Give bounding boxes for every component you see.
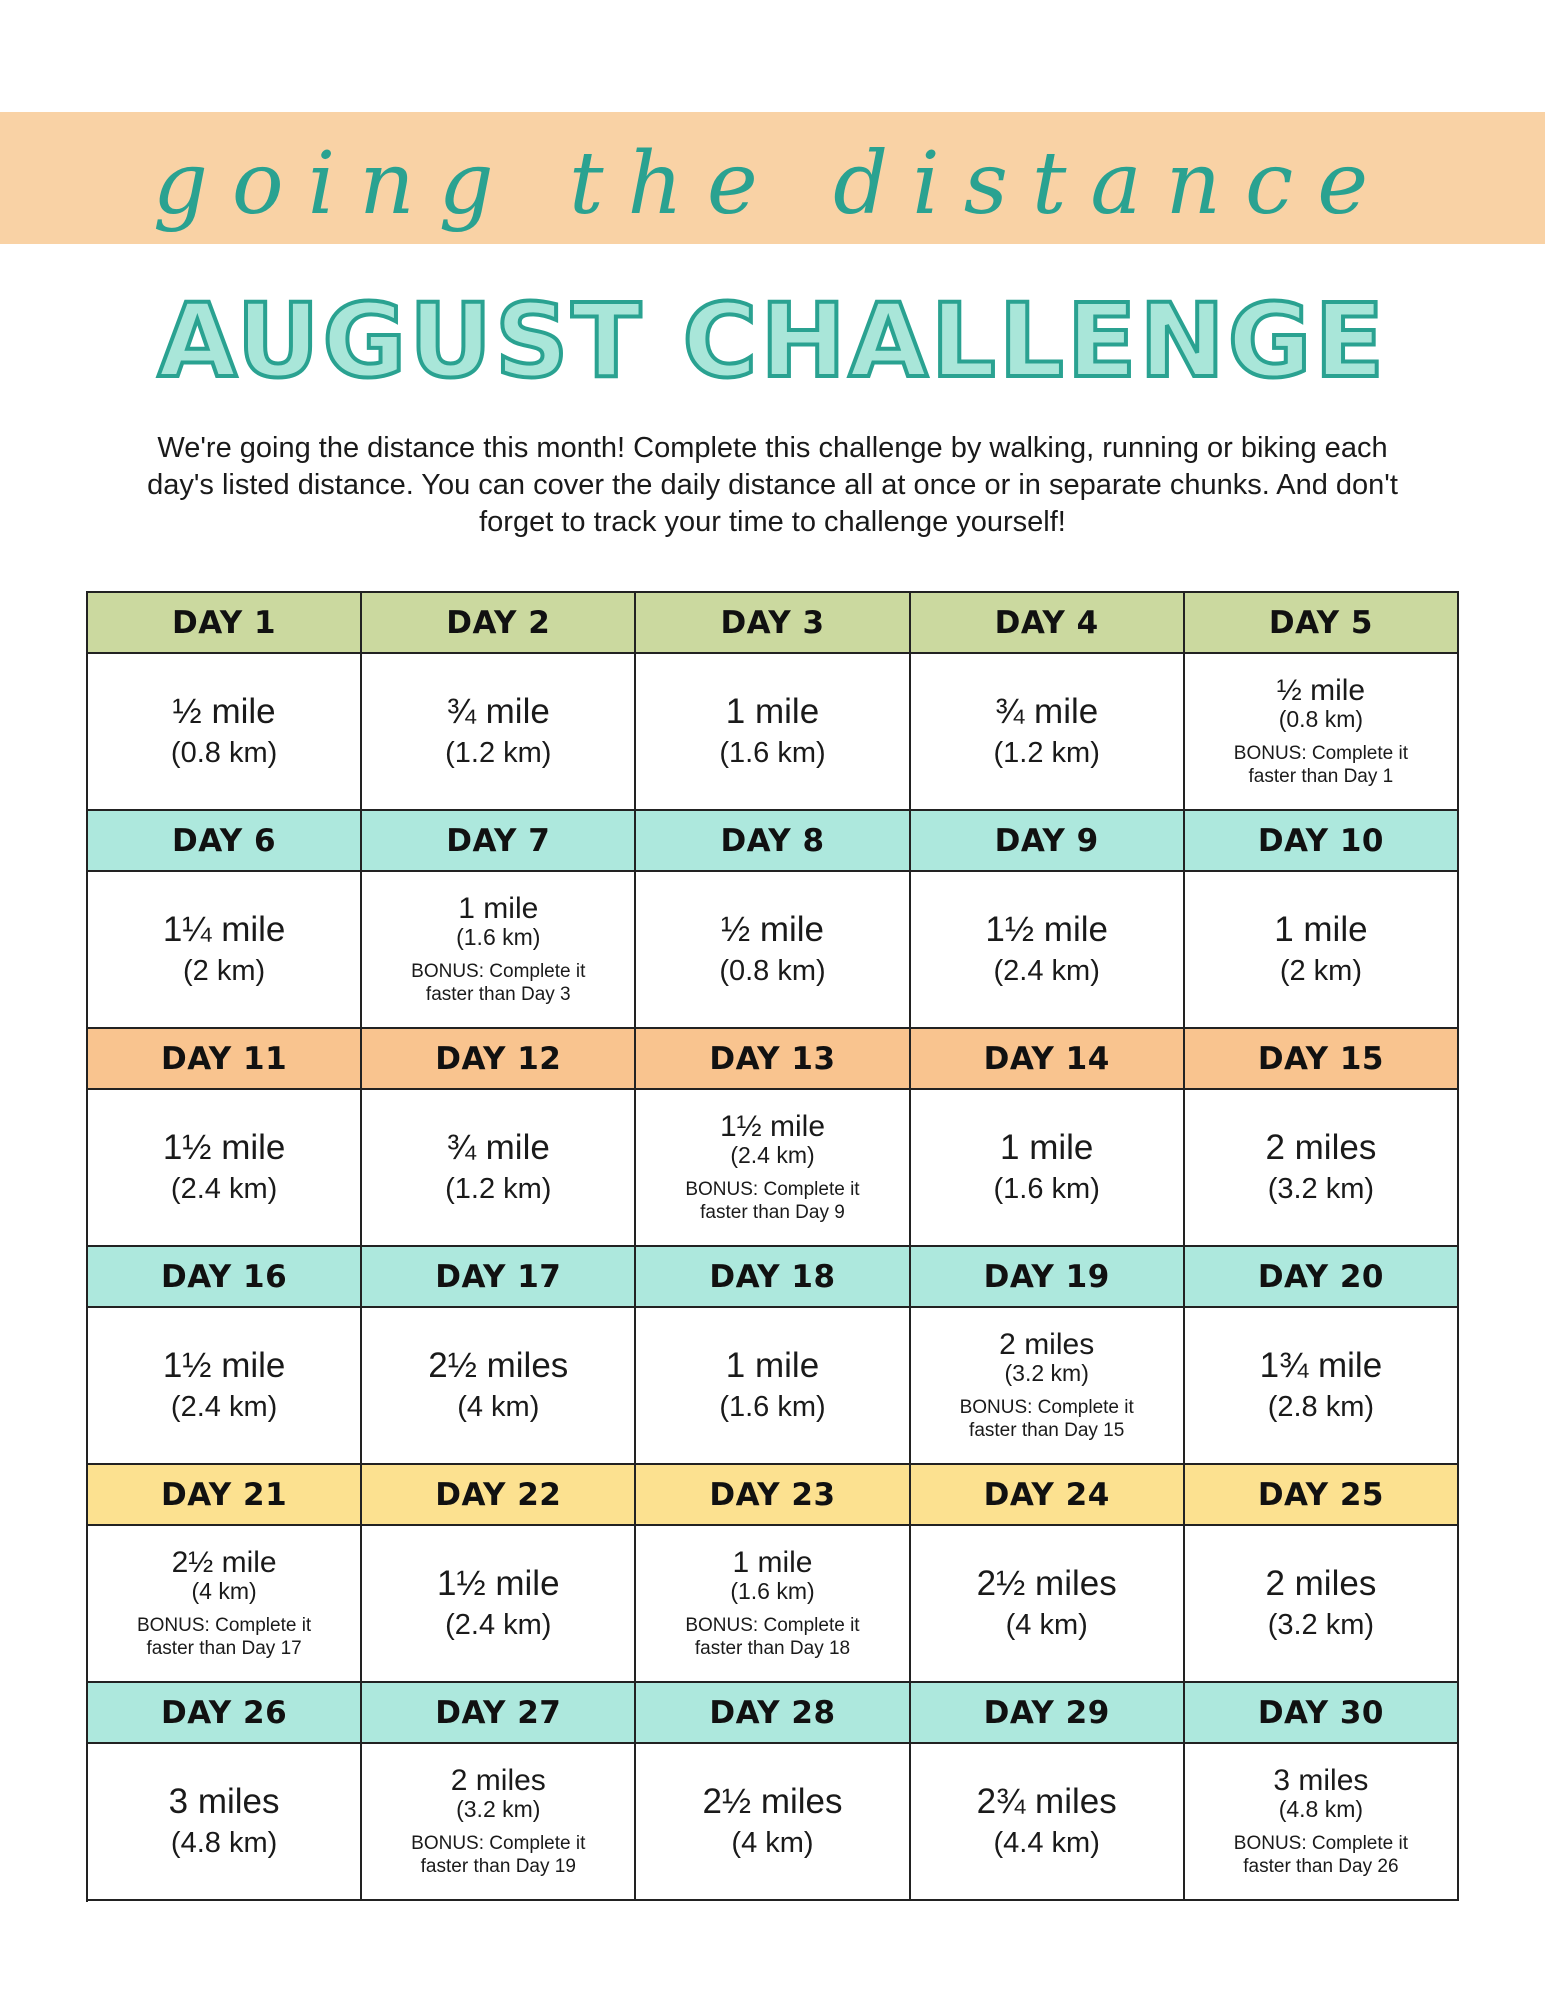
day-cell xyxy=(911,872,1185,1029)
day-bonus: BONUS: Complete it faster than Day 17 xyxy=(136,1614,312,1659)
day-cell xyxy=(911,1744,1185,1901)
day-distance: 1½ mile xyxy=(162,1127,286,1167)
day-cell xyxy=(1185,1308,1459,1465)
day-distance-km: (1.6 km) xyxy=(719,1390,826,1423)
day-distance: ¾ mile xyxy=(446,1127,550,1167)
day-distance: 1 mile xyxy=(1000,1127,1094,1167)
day-distance-km: (1.2 km) xyxy=(445,1172,552,1205)
day-distance-km: (1.6 km) xyxy=(730,1577,815,1604)
day-cell xyxy=(362,1308,636,1465)
day-header: DAY 3 xyxy=(636,593,910,654)
day-distance-km: (1.6 km) xyxy=(993,1172,1100,1205)
day-distance-km: (4 km) xyxy=(457,1390,540,1423)
day-distance: 2½ miles xyxy=(976,1563,1117,1603)
day-cell xyxy=(362,1744,636,1901)
day-header: DAY 9 xyxy=(911,811,1185,872)
day-header: DAY 25 xyxy=(1185,1465,1459,1526)
day-distance-km: (0.8 km) xyxy=(1278,705,1364,732)
day-cell xyxy=(362,872,636,1029)
day-header: DAY 14 xyxy=(911,1029,1185,1090)
day-distance: ¾ mile xyxy=(995,691,1099,731)
day-cell xyxy=(88,1744,362,1901)
day-header: DAY 28 xyxy=(636,1683,910,1744)
day-header: DAY 4 xyxy=(911,593,1185,654)
day-distance: 1 mile xyxy=(458,891,539,925)
day-distance-km: (1.2 km) xyxy=(993,736,1100,769)
day-distance-km: (4.8 km) xyxy=(1278,1795,1364,1822)
day-distance-km: (2.4 km) xyxy=(445,1608,552,1641)
day-header: DAY 26 xyxy=(88,1683,362,1744)
day-cell xyxy=(911,654,1185,811)
day-distance-km: (1.6 km) xyxy=(719,736,826,769)
day-header: DAY 24 xyxy=(911,1465,1185,1526)
day-distance: 1 mile xyxy=(725,1345,820,1385)
day-header: DAY 12 xyxy=(362,1029,636,1090)
day-distance: 1 mile xyxy=(1274,909,1368,949)
day-distance-km: (3.2 km) xyxy=(1004,1359,1089,1386)
day-header: DAY 1 xyxy=(88,593,362,654)
day-distance-km: (2.4 km) xyxy=(993,954,1100,987)
day-distance: 2 miles xyxy=(450,1763,546,1797)
day-distance-km: (0.8 km) xyxy=(719,954,826,987)
script-title: going the distance xyxy=(152,134,1393,234)
day-cell xyxy=(1185,1744,1459,1901)
day-distance: 1 mile xyxy=(725,691,820,731)
day-distance: ½ mile xyxy=(172,691,276,731)
day-header: DAY 11 xyxy=(88,1029,362,1090)
day-cell xyxy=(362,1526,636,1683)
day-distance-km: (2.4 km) xyxy=(170,1172,278,1205)
day-header: DAY 19 xyxy=(911,1247,1185,1308)
day-distance-km: (2 km) xyxy=(1279,954,1362,987)
day-header: DAY 18 xyxy=(636,1247,910,1308)
day-distance-km: (2.4 km) xyxy=(170,1390,278,1423)
day-header: DAY 5 xyxy=(1185,593,1459,654)
day-bonus: BONUS: Complete it faster than Day 9 xyxy=(685,1178,860,1223)
day-distance: 1¼ mile xyxy=(162,909,286,949)
day-distance: 1½ mile xyxy=(985,909,1108,949)
page-title: AUGUST CHALLENGE xyxy=(157,282,1388,401)
day-header: DAY 23 xyxy=(636,1465,910,1526)
day-cell xyxy=(636,1308,910,1465)
day-distance: 1¾ mile xyxy=(1259,1345,1383,1385)
day-header: DAY 15 xyxy=(1185,1029,1459,1090)
day-distance-km: (1.6 km) xyxy=(456,923,541,950)
day-header: DAY 8 xyxy=(636,811,910,872)
day-distance-km: (3.2 km) xyxy=(456,1795,541,1822)
day-distance-km: (2 km) xyxy=(183,954,266,987)
day-header: DAY 10 xyxy=(1185,811,1459,872)
day-cell xyxy=(88,1526,362,1683)
day-cell xyxy=(88,872,362,1029)
day-cell xyxy=(911,1090,1185,1247)
day-distance-km: (2.4 km) xyxy=(730,1141,815,1168)
day-header: DAY 16 xyxy=(88,1247,362,1308)
day-distance: ½ mile xyxy=(720,909,825,949)
day-header: DAY 21 xyxy=(88,1465,362,1526)
day-distance: 2 miles xyxy=(999,1327,1095,1361)
day-bonus: BONUS: Complete it faster than Day 3 xyxy=(411,960,586,1005)
day-header: DAY 22 xyxy=(362,1465,636,1526)
day-cell xyxy=(88,1308,362,1465)
day-distance-km: (3.2 km) xyxy=(1267,1172,1375,1205)
day-distance: 1½ mile xyxy=(162,1345,286,1385)
day-header: DAY 20 xyxy=(1185,1247,1459,1308)
day-cell xyxy=(636,1744,910,1901)
day-distance: ¾ mile xyxy=(446,691,550,731)
intro-text: We're going the distance this month! Complete this challenge by walking, running or biking each day's listed distance. You can cover the daily distance all at once or in separate chunks. And don't forget to track your time to challenge yourself! xyxy=(147,432,1398,538)
day-distance: 1½ mile xyxy=(719,1109,826,1143)
day-header: DAY 30 xyxy=(1185,1683,1459,1744)
day-header: DAY 2 xyxy=(362,593,636,654)
day-cell xyxy=(636,1526,910,1683)
day-distance: 1½ mile xyxy=(437,1563,560,1603)
day-cell xyxy=(1185,872,1459,1029)
day-bonus: BONUS: Complete it faster than Day 26 xyxy=(1233,1832,1408,1877)
day-cell xyxy=(1185,654,1459,811)
day-cell xyxy=(636,1090,910,1247)
day-distance: 2½ miles xyxy=(428,1345,569,1385)
day-cell xyxy=(88,1090,362,1247)
day-distance: ½ mile xyxy=(1276,673,1366,707)
day-distance-km: (3.2 km) xyxy=(1267,1608,1375,1641)
day-distance-km: (4 km) xyxy=(731,1826,814,1859)
day-cell xyxy=(636,654,910,811)
day-distance-km: (4 km) xyxy=(1005,1608,1088,1641)
day-distance: 2½ mile xyxy=(171,1545,277,1579)
day-distance-km: (4.8 km) xyxy=(170,1826,278,1859)
day-header: DAY 7 xyxy=(362,811,636,872)
day-cell xyxy=(911,1308,1185,1465)
day-distance: 2 miles xyxy=(1265,1563,1377,1603)
day-distance-km: (0.8 km) xyxy=(170,736,278,769)
day-header: DAY 27 xyxy=(362,1683,636,1744)
day-bonus: BONUS: Complete it faster than Day 15 xyxy=(959,1396,1134,1441)
day-header: DAY 17 xyxy=(362,1247,636,1308)
day-cell xyxy=(636,872,910,1029)
day-bonus: BONUS: Complete it faster than Day 18 xyxy=(685,1614,860,1659)
day-cell xyxy=(88,654,362,811)
day-distance-km: (1.2 km) xyxy=(445,736,552,769)
day-distance: 2½ miles xyxy=(702,1781,843,1821)
day-cell xyxy=(362,1090,636,1247)
header-banner xyxy=(0,112,1545,244)
day-distance-km: (4 km) xyxy=(191,1577,257,1604)
day-distance-km: (2.8 km) xyxy=(1267,1390,1375,1423)
day-distance: 2 miles xyxy=(1265,1127,1377,1167)
day-cell xyxy=(1185,1090,1459,1247)
day-distance-km: (4.4 km) xyxy=(993,1826,1100,1859)
day-bonus: BONUS: Complete it faster than Day 19 xyxy=(411,1832,586,1877)
day-distance: 2¾ miles xyxy=(976,1781,1117,1821)
day-distance: 1 mile xyxy=(732,1545,813,1579)
day-cell xyxy=(362,654,636,811)
day-header: DAY 6 xyxy=(88,811,362,872)
day-distance: 3 miles xyxy=(168,1781,280,1821)
day-cell xyxy=(911,1526,1185,1683)
day-header: DAY 29 xyxy=(911,1683,1185,1744)
challenge-calendar xyxy=(86,591,1459,1902)
day-cell xyxy=(1185,1526,1459,1683)
day-bonus: BONUS: Complete it faster than Day 1 xyxy=(1233,742,1408,787)
day-distance: 3 miles xyxy=(1273,1763,1369,1797)
day-header: DAY 13 xyxy=(636,1029,910,1090)
